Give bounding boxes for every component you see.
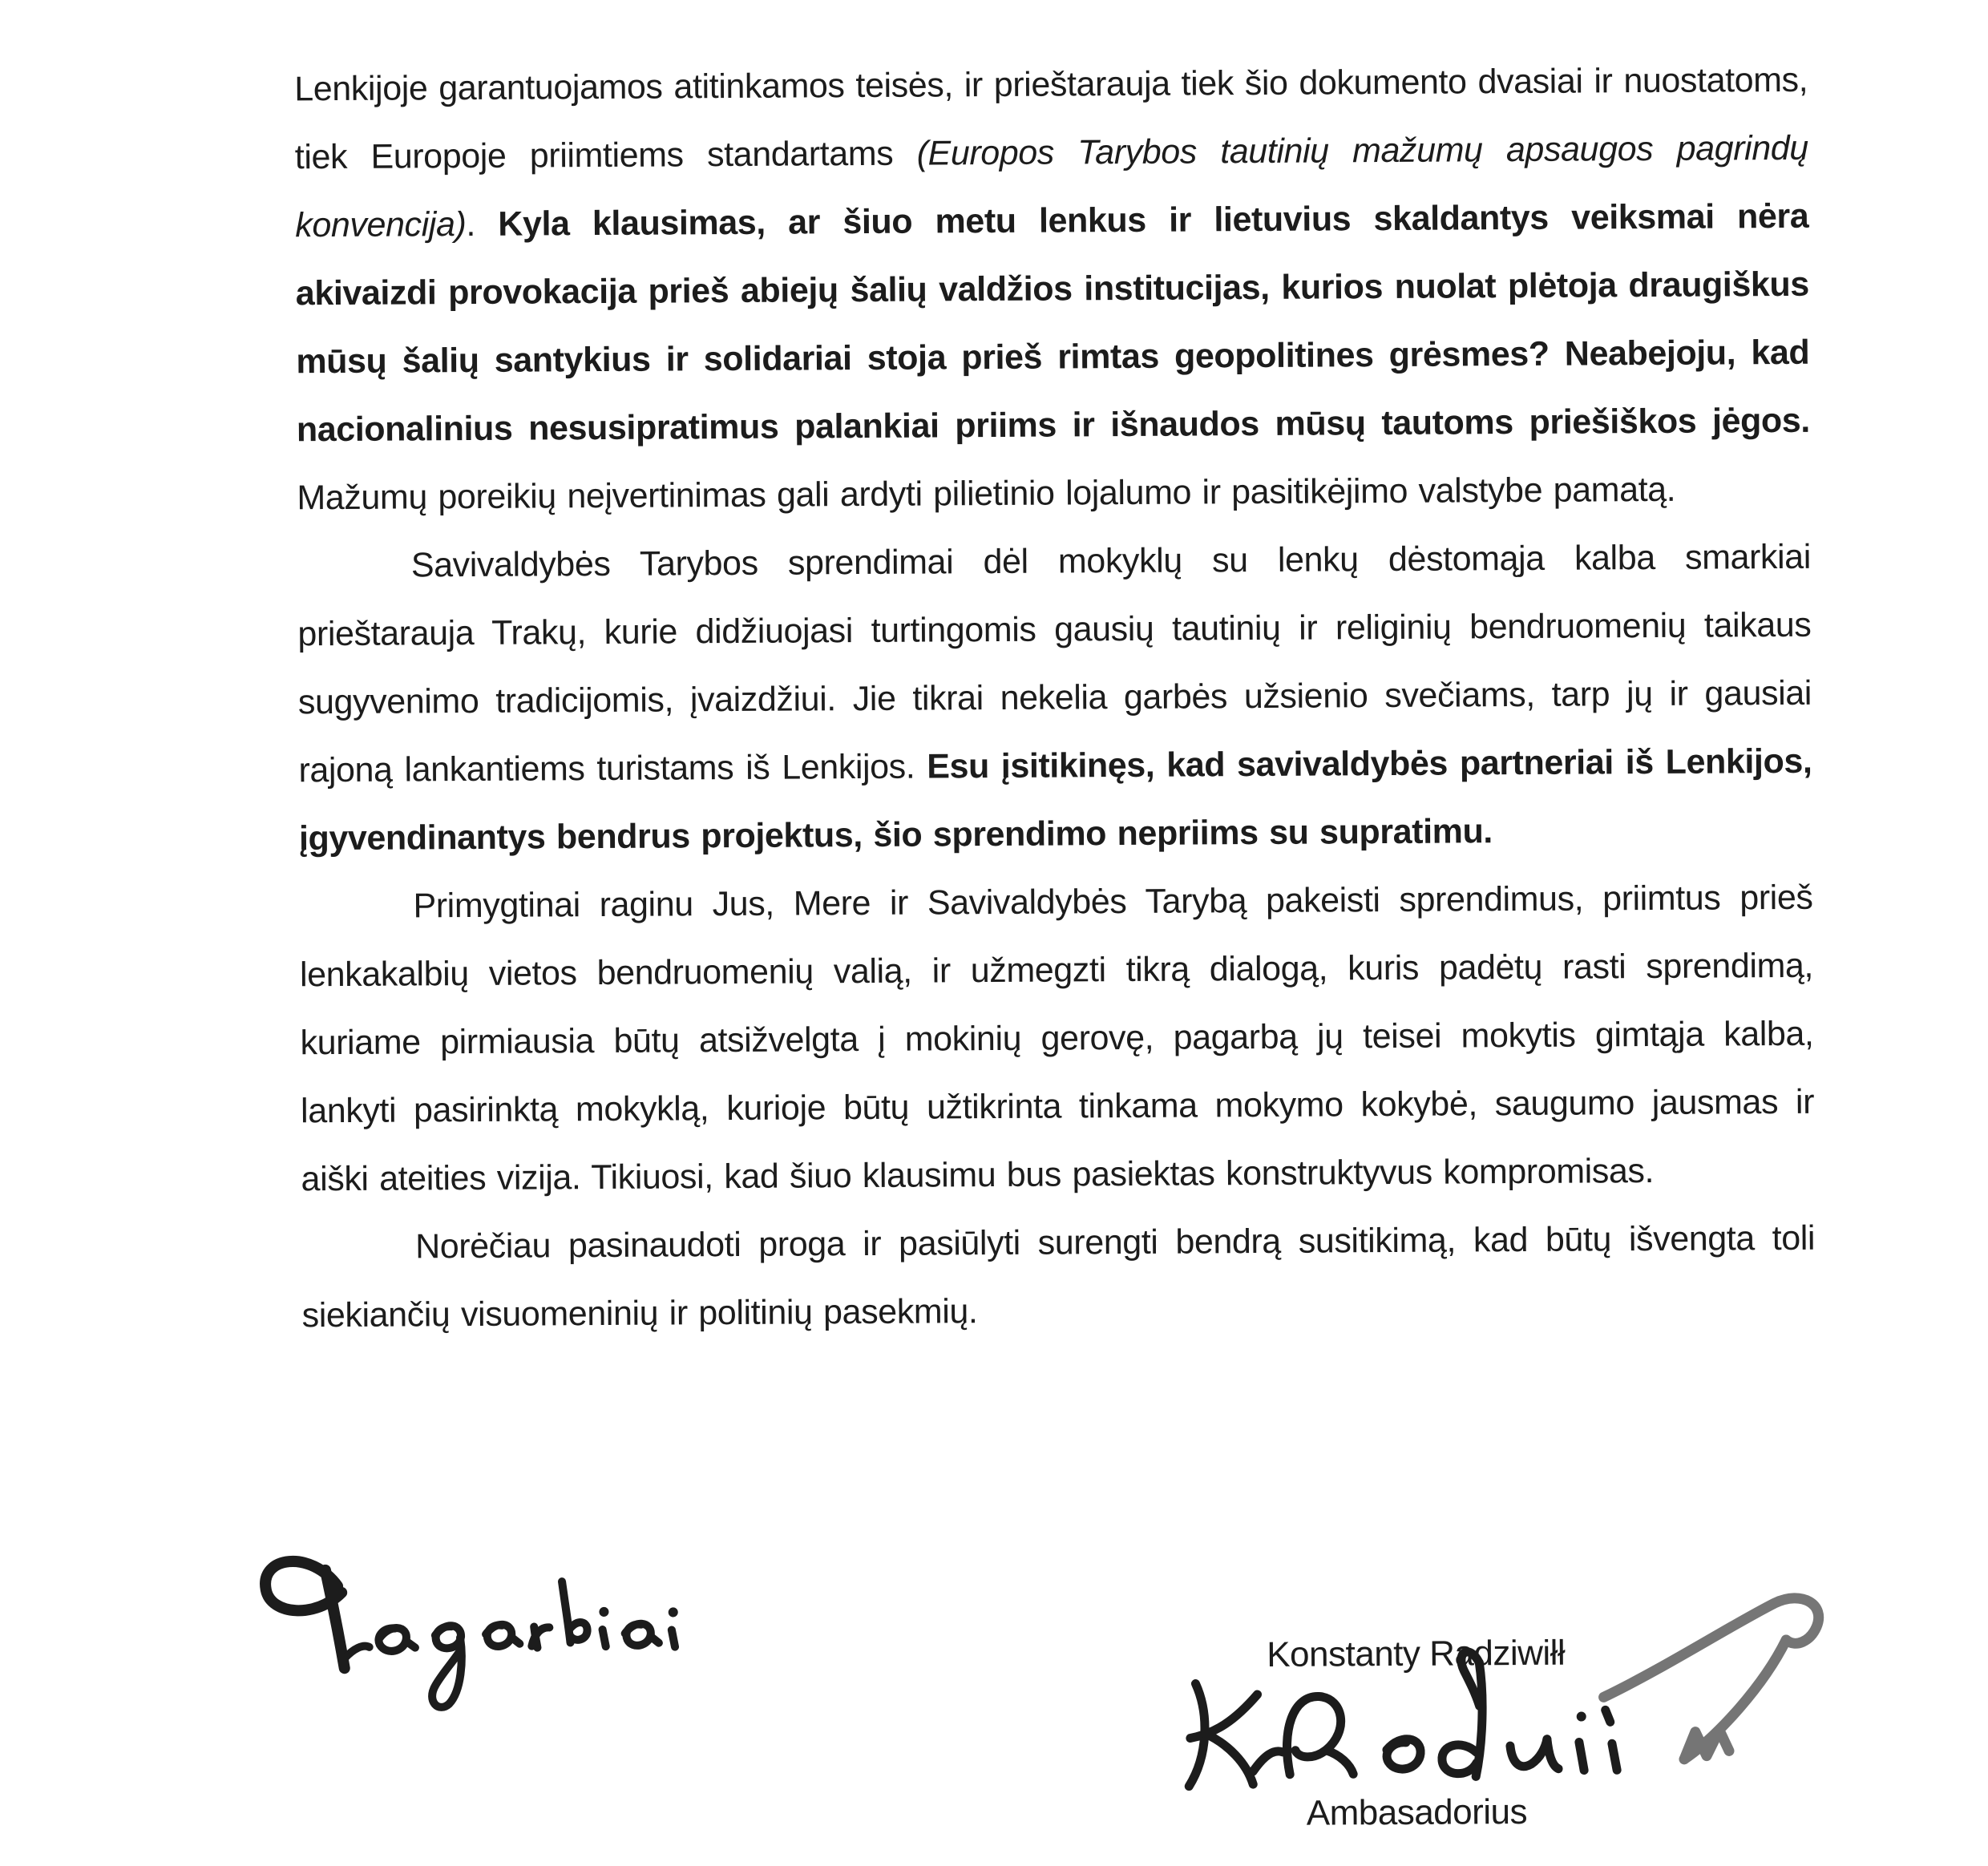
signature-i-dot: [1577, 1712, 1586, 1722]
text-segment: (Europos Tarybos tautinių mažumų apsaugos pagrindų konvencija): [295, 128, 1808, 245]
text-segment: .: [466, 204, 499, 244]
signature-block: [1151, 1590, 1850, 1859]
text-segment: Mažumų poreikių neįvertinimas gali ardyti pilietinio lojalumo ir pasitikėjimo valstybe pamatą.: [297, 470, 1676, 518]
closing-handwriting-pagarbiai: [244, 1527, 712, 1716]
text-segment: Kyla klausimas, ar šiuo metu lenkus ir lietuvius skaldantys veiksmai nėra akivaizdi provokacija prieš abiejų šalių valdžios institucijas, kurios nuolat plėtoja draugiškus mūsų šalių santykius ir solidariai stoja prieš rimtas geopolitines grėsmes? Neabejoju, kad nacionalinius nesusipratimus palankiai priims ir išnaudos mūsų tautoms priešiškos jėgos.: [295, 196, 1810, 450]
paragraph: [299, 864, 1815, 1214]
paragraph: [297, 523, 1813, 874]
text-segment: Lenkijoje garantuojamos atitinkamos teisės, ir prieštarauja tiek šio dokumento dvasiai ir nuostatoms, tiek Europoje priimtiems standartams: [294, 60, 1808, 177]
paragraph: [294, 46, 1811, 533]
signature-scribble: [1151, 1590, 1842, 1795]
paragraph: [301, 1205, 1816, 1351]
i-dots: [599, 1606, 677, 1618]
text-segment: Savivaldybės Tarybos sprendimai dėl mokyklų su lenkų dėstomąja kalba smarkiai prieštarauja Trakų, kurie didžiuojasi turtingomis gausių tautinių ir religinių bendruomenių taikaus sugyvenimo tradicijomis, įvaizdžiui. Jie tikrai nekelia garbės užsienio svečiams, tarp jų ir gausiai rajoną lankantiems turistams iš Lenkijos.: [297, 537, 1812, 790]
letter-body: [294, 46, 1816, 1351]
text-segment: Esu įsitikinęs, kad savivaldybės partneriai iš Lenkijos, įgyvendinantys bendrus projektus, šio sprendimo nepriims su supratimu.: [298, 741, 1812, 858]
text-segment: Primygtinai raginu Jus, Mere ir Savivaldybės Tarybą pakeisti sprendimus, priimtus prieš lenkakalbių vietos bendruomenių valią, ir užmegzti tikrą dialogą, kuris padėtų rasti sprendimą, kuriame pirmiausia būtų atsižvelgta į mokinių gerovę, pagarbą jų teisei mokytis gimtąja kalba, lankyti pasirinktą mokyklą, kurioje būtų užtikrinta tinkama mokymo kokybė, saugumo jausmas ir aiški ateities vizija. Tikiuosi, kad šiuo klausimu bus pasiektas konstruktyvus kompromisas.: [299, 878, 1815, 1199]
signatory-name: Konstanty Radziwiłł: [1267, 1633, 1566, 1674]
signatory-title: Ambasadorius: [1306, 1791, 1528, 1833]
text-segment: Norėčiau pasinaudoti proga ir pasiūlyti surengti bendrą susitikimą, kad būtų išvengta toli siekiančių visuomeninių ir politinių pasekmių.: [301, 1218, 1816, 1335]
